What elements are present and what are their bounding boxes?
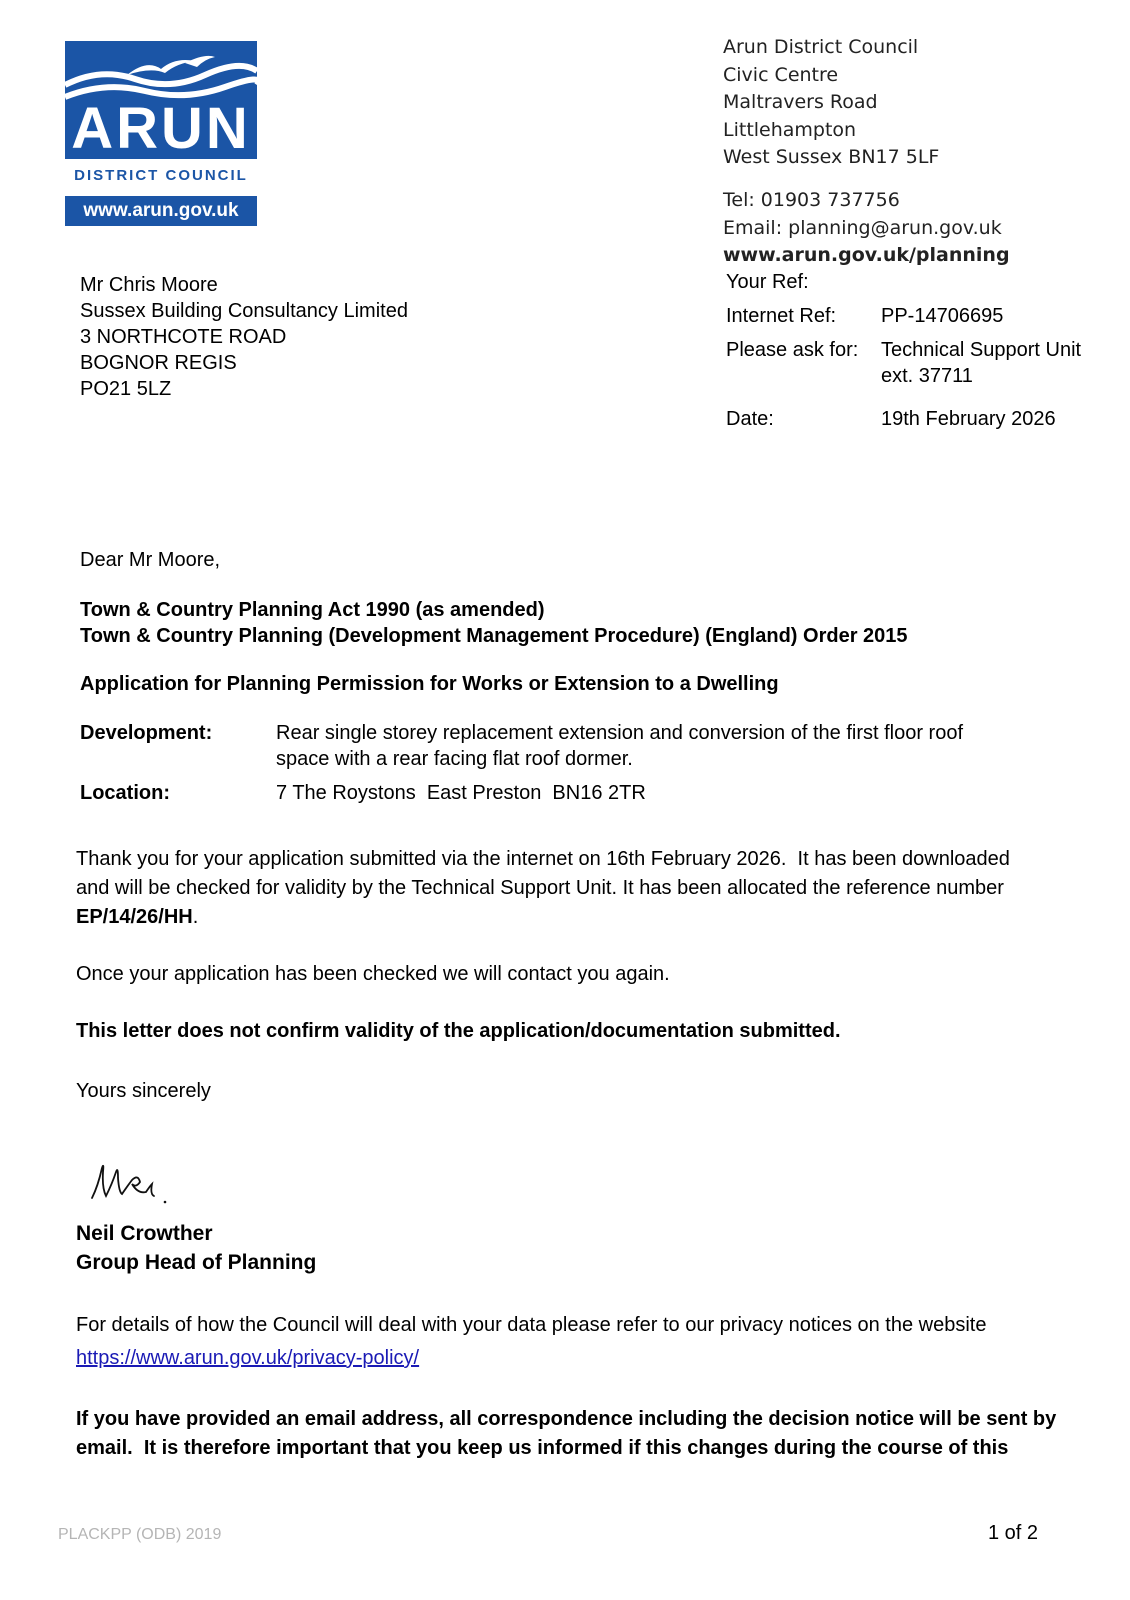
logo-wordmark: ARUN bbox=[71, 96, 251, 161]
closing: Yours sincerely bbox=[76, 1080, 211, 1102]
reference-number: EP/14/26/HH bbox=[76, 906, 193, 928]
ask-for-extension: ext. 37711 bbox=[881, 365, 973, 387]
logo-subtitle: DISTRICT COUNCIL bbox=[74, 167, 248, 184]
council-address-line: Maltravers Road bbox=[723, 91, 878, 113]
paragraph-line: email. It is therefore important that you keep us informed if this changes during the course of this bbox=[76, 1437, 1009, 1459]
addressee-line: Mr Chris Moore bbox=[80, 274, 218, 296]
signatory-title: Group Head of Planning bbox=[76, 1251, 317, 1274]
email-notice bbox=[76, 1405, 1066, 1463]
addressee-line: BOGNOR REGIS bbox=[80, 352, 237, 374]
privacy-policy-link[interactable]: https://www.arun.gov.uk/privacy-policy/ bbox=[76, 1347, 420, 1369]
development-line: Rear single storey replacement extension and conversion of the first floor roof bbox=[276, 722, 964, 744]
paragraph-line: If you have provided an email address, all correspondence including the decision notice will be sent by bbox=[76, 1408, 1057, 1430]
seagull-waves-icon bbox=[65, 41, 257, 101]
development-line: space with a rear facing flat roof dormer. bbox=[276, 748, 633, 770]
ask-for-value: Technical Support Unit bbox=[881, 339, 1082, 361]
council-address-line: Arun District Council bbox=[723, 36, 919, 58]
email-address: Email: planning@arun.gov.uk bbox=[723, 216, 1002, 239]
form-code: PLACKPP (ODB) 2019 bbox=[58, 1526, 222, 1543]
council-logo bbox=[65, 41, 257, 226]
council-address-line: Civic Centre bbox=[723, 63, 839, 86]
act-heading: Town & Country Planning Act 1990 (as amended) bbox=[80, 599, 545, 621]
planning-website: www.arun.gov.uk/planning bbox=[723, 244, 1010, 266]
paragraph-line: Thank you for your application submitted via the internet on 16th February 2026. It has been downloaded bbox=[76, 848, 1010, 870]
council-address bbox=[723, 34, 939, 172]
location-value: 7 The Roystons East Preston BN16 2TR bbox=[276, 782, 646, 804]
acknowledgement-paragraph bbox=[76, 845, 1066, 932]
council-address-line: Littlehampton bbox=[723, 118, 857, 141]
application-heading: Application for Planning Permission for Works or Extension to a Dwelling bbox=[80, 673, 779, 695]
page-number: 1 of 2 bbox=[988, 1522, 1039, 1544]
addressee-line: 3 NORTHCOTE ROAD bbox=[80, 326, 287, 348]
logo-url: www.arun.gov.uk bbox=[65, 196, 257, 226]
signature-image bbox=[86, 1158, 176, 1206]
date-value: 19th February 2026 bbox=[881, 408, 1056, 430]
your-ref-label: Your Ref: bbox=[726, 271, 809, 293]
salutation: Dear Mr Moore, bbox=[80, 549, 221, 571]
addressee-block bbox=[80, 272, 408, 402]
addressee-line: Sussex Building Consultancy Limited bbox=[80, 300, 408, 322]
privacy-paragraph: For details of how the Council will deal with your data please refer to our privacy notices on the website bbox=[76, 1314, 987, 1336]
contact-again-paragraph: Once your application has been checked we will contact you again. bbox=[76, 963, 670, 985]
council-address-line: West Sussex BN17 5LF bbox=[723, 146, 940, 168]
logo-banner bbox=[65, 41, 257, 159]
location-label: Location: bbox=[80, 782, 170, 804]
signatory-name: Neil Crowther bbox=[76, 1222, 213, 1245]
council-contact bbox=[723, 187, 1010, 270]
reference-suffix: . bbox=[192, 906, 199, 928]
development-label: Development: bbox=[80, 722, 213, 744]
ask-for-label: Please ask for: bbox=[726, 339, 859, 361]
addressee-line: PO21 5LZ bbox=[80, 378, 172, 400]
internet-ref-label: Internet Ref: bbox=[726, 305, 837, 327]
telephone: Tel: 01903 737756 bbox=[723, 189, 900, 211]
validity-notice: This letter does not confirm validity of the application/documentation submitted. bbox=[76, 1020, 841, 1042]
order-heading: Town & Country Planning (Development Management Procedure) (England) Order 2015 bbox=[80, 625, 908, 647]
paragraph-line: and will be checked for validity by the Technical Support Unit. It has been allocated the reference number bbox=[76, 877, 1004, 899]
date-label: Date: bbox=[726, 408, 774, 430]
internet-ref-value: PP-14706695 bbox=[881, 305, 1004, 327]
